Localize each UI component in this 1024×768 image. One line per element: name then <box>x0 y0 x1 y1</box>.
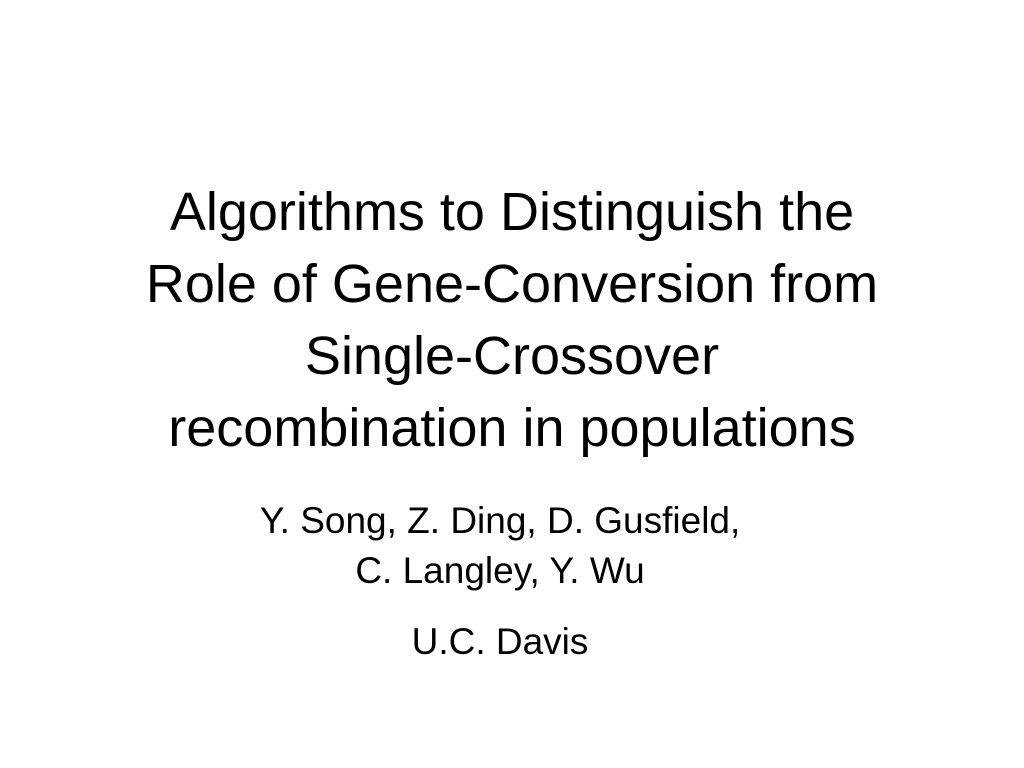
title-line: recombination in populations <box>168 398 856 459</box>
title-line: Role of Gene-Conversion from <box>145 254 879 315</box>
author-line: C. Langley, Y. Wu <box>355 550 645 591</box>
author-line: Y. Song, Z. Ding, D. Gusfield, <box>259 500 741 541</box>
title-line: Single-Crossover <box>304 326 720 387</box>
slide-title <box>60 176 964 464</box>
author-list <box>100 496 900 596</box>
affiliation: U.C. Davis <box>411 621 589 662</box>
title-line: Algorithms to Distinguish the <box>169 182 855 243</box>
